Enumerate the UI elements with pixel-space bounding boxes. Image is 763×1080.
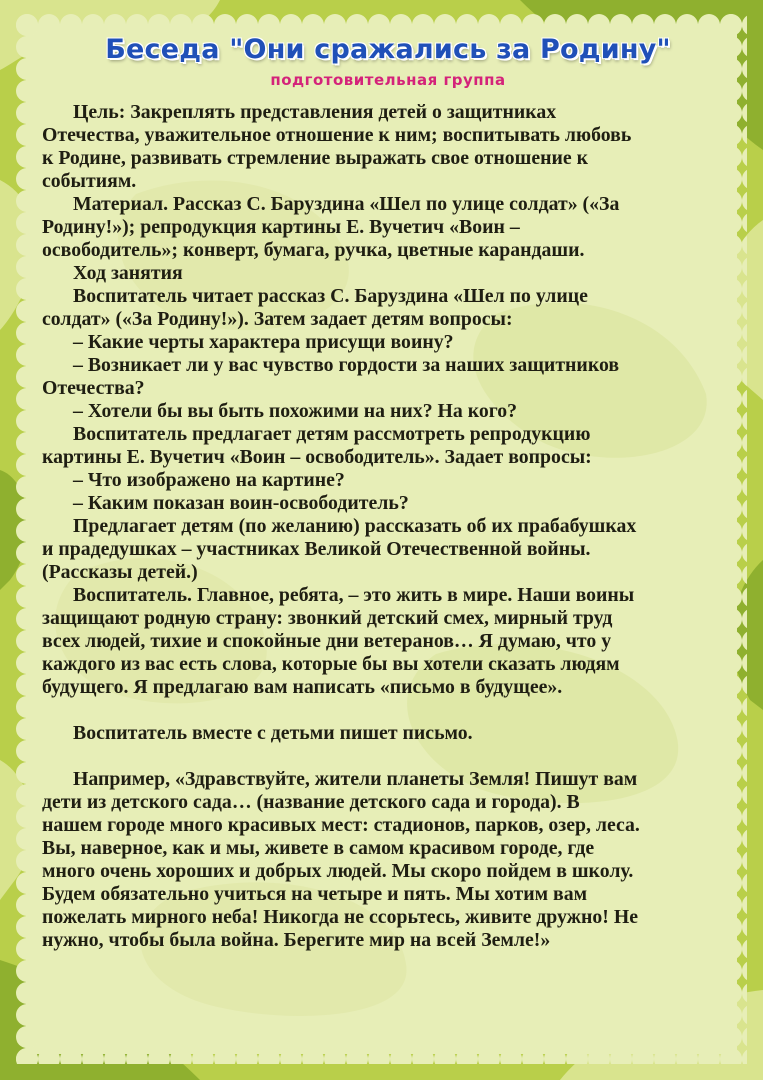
text-line: картины Е. Вучетич «Воин – освободитель». Задает вопросы:	[42, 446, 592, 468]
text-line: нашем городе много красивых мест: стадионов, парков, озер, леса.	[42, 814, 640, 836]
text-line: защищают родную страну: звонкий детский смех, мирный труд	[42, 607, 613, 629]
question-line: – Хотели бы вы быть похожими на них? На кого?	[73, 400, 518, 422]
text-line: Родину!»); репродукция картины Е. Вучетич «Воин –	[42, 216, 520, 238]
text-line: дети из детского сада… (название детского сада и города). В	[42, 791, 580, 813]
text-line: солдат» («За Родину!»). Затем задает детям вопросы:	[42, 308, 513, 330]
text-line: и прадедушках – участниках Великой Отечественной войны.	[42, 538, 591, 560]
text-line: много очень хороших и добрых людей. Мы скоро пойдем в школу.	[42, 860, 634, 882]
text-line: пожелать мирного неба! Никогда не ссорьтесь, живите дружно! Не	[42, 906, 639, 928]
text-line: Вы, наверное, как и мы, живете в самом красивом городе, где	[42, 837, 595, 859]
document-content	[38, 14, 738, 1064]
text-line: нужно, чтобы была война. Берегите мир на всей Земле!»	[42, 929, 551, 951]
text-line: событиям.	[42, 170, 137, 192]
text-line: Будем обязательно учиться на четыре и пять. Мы хотим вам	[42, 883, 588, 905]
text-line: Воспитатель вместе с детьми пишет письмо.	[73, 722, 473, 744]
question-line: – Каким показан воин-освободитель?	[73, 492, 409, 514]
page-title: Беседа "Они сражались за Родину"	[105, 34, 671, 65]
text-line: Воспитатель читает рассказ С. Баруздина «Шел по улице	[73, 285, 588, 307]
text-line: Материал. Рассказ С. Баруздина «Шел по улице солдат» («За	[73, 193, 620, 215]
question-line: – Какие черты характера присущи воину?	[73, 331, 454, 353]
text-line: (Рассказы детей.)	[42, 561, 198, 583]
text-line: Воспитатель. Главное, ребята, – это жить в мире. Наши воины	[73, 584, 635, 606]
text-line: освободитель»; конверт, бумага, ручка, цветные карандаши.	[42, 239, 585, 261]
text-line: Например, «Здравствуйте, жители планеты Земля! Пишут вам	[73, 768, 638, 790]
text-line: каждого из вас есть слова, которые бы вы хотели сказать людям	[42, 653, 620, 675]
question-line: Отечества?	[42, 377, 145, 399]
text-line: Ход занятия	[73, 262, 183, 284]
text-line: Воспитатель предлагает детям рассмотреть репродукцию	[73, 423, 591, 445]
question-line: – Возникает ли у вас чувство гордости за наших защитников	[73, 354, 620, 376]
text-line: Цель: Закреплять представления детей о защитниках	[73, 101, 557, 123]
text-line: будущего. Я предлагаю вам написать «письмо в будущее».	[42, 676, 563, 698]
text-line: всех людей, тихие и спокойные дни ветеранов… Я думаю, что у	[42, 630, 612, 652]
paragraph-gap	[42, 699, 748, 722]
text-line: Предлагает детям (по желанию) рассказать об их прабабушках	[73, 515, 637, 537]
page-subtitle: подготовительная группа	[270, 71, 506, 89]
article-body	[42, 101, 748, 952]
content-panel	[16, 14, 747, 1064]
text-line: к Родине, развивать стремление выражать свое отношение к	[42, 147, 589, 169]
paragraph-gap	[42, 745, 748, 768]
text-line: Отечества, уважительное отношение к ним; воспитывать любовь	[42, 124, 632, 146]
question-line: – Что изображено на картине?	[73, 469, 345, 491]
